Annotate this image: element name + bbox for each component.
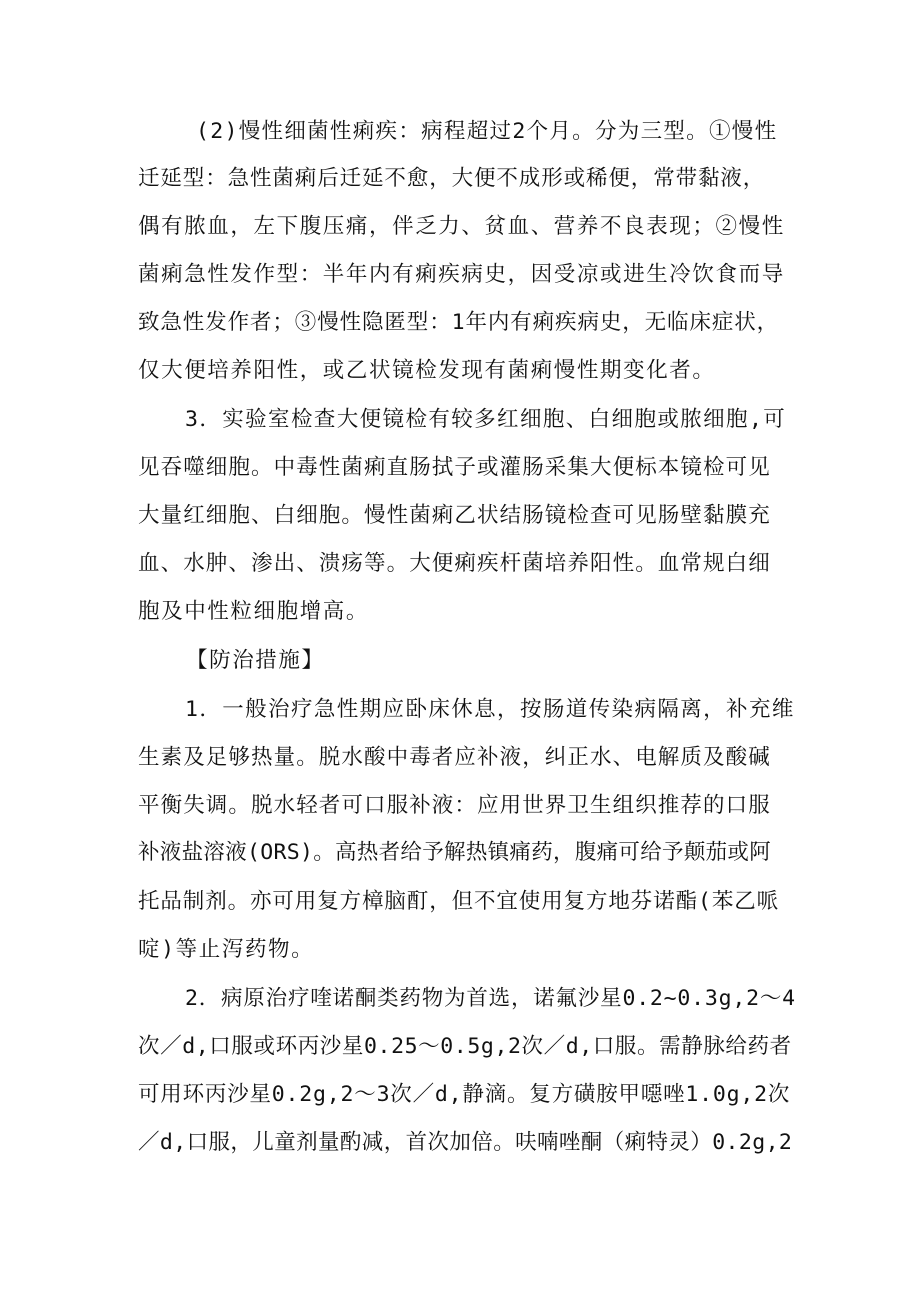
text-line: 迁延型：急性菌痢后迁延不愈，大便不成形或稀便，常带黏液， <box>138 166 766 191</box>
text-line: 2．病原治疗喹诺酮类药物为首选，诺氟沙星0.2~0.3g,2～4 <box>185 986 796 1011</box>
text-line: (2)慢性细菌性痢疾：病程超过2个月。分为三型。①慢性 <box>196 119 778 144</box>
text-line: 菌痢急性发作型：半年内有痢疾病史，因受凉或进生冷饮食而导 <box>138 262 785 287</box>
section-heading-text: 【防治措施】 <box>186 648 325 673</box>
text-line: 大量红细胞、白细胞。慢性菌痢乙状结肠镜检查可见肠壁黏膜充 <box>138 503 771 528</box>
text-line: 啶)等止泻药物。 <box>138 937 315 962</box>
text-line: 托品制剂。亦可用复方樟脑酊，但不宜使用复方地芬诺酯(苯乙哌 <box>138 889 780 914</box>
text-line: 1．一般治疗急性期应卧床休息，按肠道传染病隔离，补充维 <box>185 697 795 722</box>
text-line: 血、水肿、渗出、溃疡等。大便痢疾杆菌培养阳性。血常规白细 <box>138 551 771 576</box>
text-line: 仅大便培养阳性，或乙状镜检发现有菌痢慢性期变化者。 <box>138 358 716 383</box>
text-line: 致急性发作者；③慢性隐匿型：1年内有痢疾病史，无临床症状， <box>138 310 780 335</box>
text-line: 平衡失调。脱水轻者可口服补液：应用世界卫生组织推荐的口服 <box>138 793 771 818</box>
text-line: 3．实验室检查大便镜检有较多红细胞、白细胞或脓细胞,可 <box>185 407 787 432</box>
text-line: 偶有脓血，左下腹压痛，伴乏力、贫血、营养不良表现；②慢性 <box>138 214 785 239</box>
text-line: 见吞噬细胞。中毒性菌痢直肠拭子或灌肠采集大便标本镜检可见 <box>138 455 771 480</box>
text-line: 胞及中性粒细胞增高。 <box>138 599 370 624</box>
text-line: ／d,口服，儿童剂量酌减，首次加倍。呋喃唑酮（痢特灵）0.2g,2 <box>138 1130 793 1155</box>
text-line: 生素及足够热量。脱水酸中毒者应补液，纠正水、电解质及酸碱 <box>138 745 771 770</box>
text-line: 补液盐溶液(ORS)。高热者给予解热镇痛药，腹痛可给予颠茄或阿 <box>138 840 772 865</box>
text-line: 可用环丙沙星0.2g,2～3次／d,静滴。复方磺胺甲噁唑1.0g,2次 <box>138 1082 791 1107</box>
text-line: 次／d,口服或环丙沙星0.25～0.5g,2次／d,口服。需静脉给药者 <box>138 1034 792 1059</box>
